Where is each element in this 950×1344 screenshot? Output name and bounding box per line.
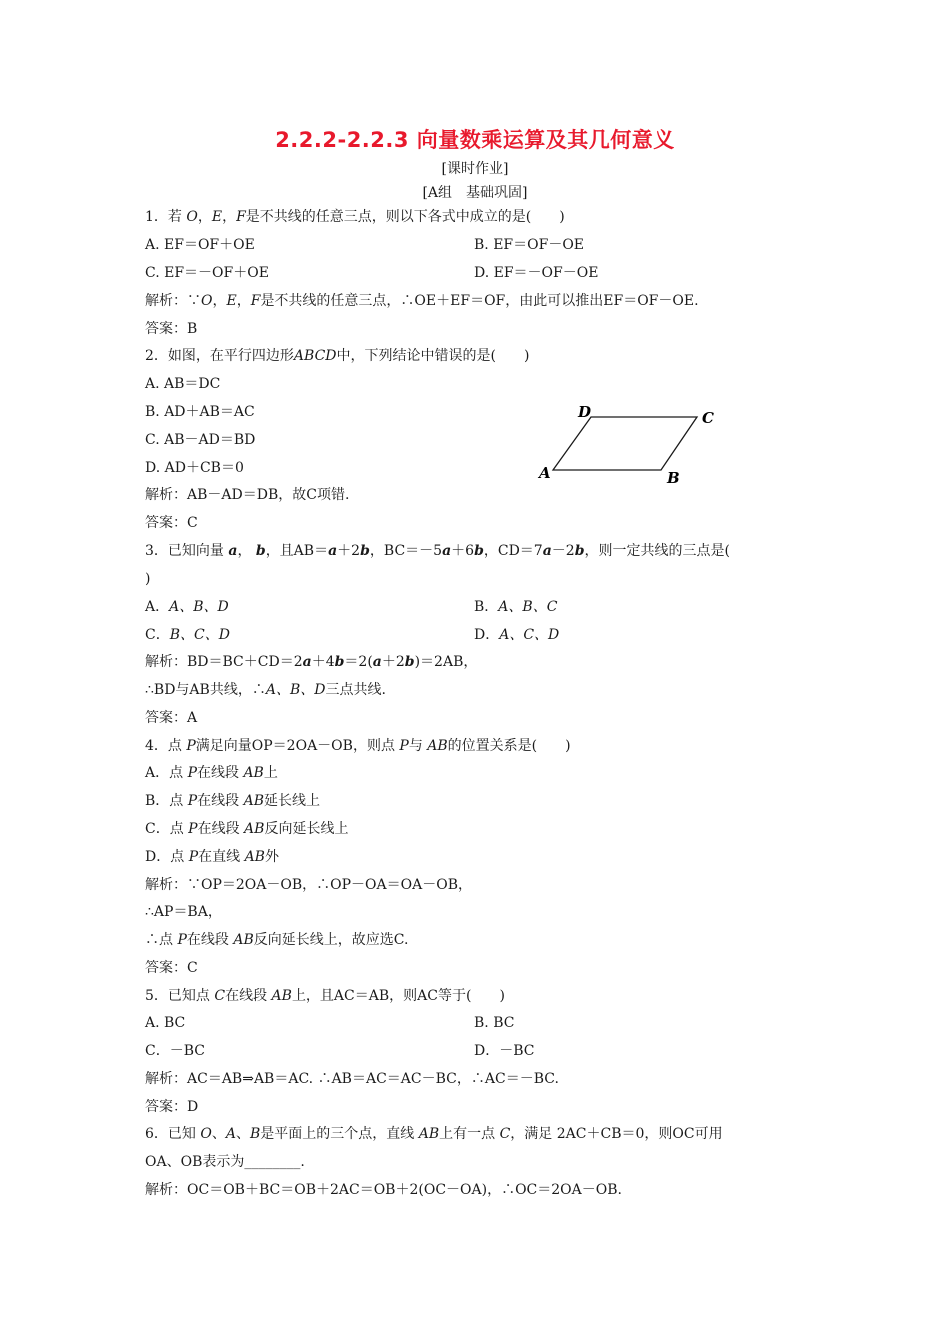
- group-label: [A组 基础巩固]: [422, 185, 528, 201]
- vertex-label-d: D: [578, 403, 592, 421]
- q2-option-a: A. AB＝DC: [145, 376, 221, 392]
- q3-option-d: D．A、C、D: [474, 627, 560, 643]
- q1-solution: 解析：∵O，E，F是不共线的任意三点，∴OE＋EF＝OF，由此可以推出EF＝OF－OE.: [145, 293, 699, 309]
- q4-stem: 4．点 P满足向量OP＝2OA－OB，则点 P与 AB的位置关系是( ): [145, 738, 571, 754]
- parallelogram-figure: [530, 396, 730, 488]
- q2-option-b: B. AD＋AB＝AC: [145, 404, 255, 420]
- page-title: 2.2.2-2.2.3 向量数乘运算及其几何意义: [275, 128, 675, 152]
- q5-option-d: D．－BC: [474, 1043, 535, 1059]
- q3-option-b: B．A、B、C: [474, 599, 558, 615]
- q6-solution: 解析：OC＝OB＋BC＝OB＋2AC＝OB＋2(OC－OA)，∴OC＝2OA－OB.: [145, 1182, 622, 1198]
- q4-option-a: A．点 P在线段 AB上: [145, 765, 278, 781]
- q1-option-c: C. EF＝－OF＋OE: [145, 265, 269, 281]
- q1-option-a: A. EF＝OF＋OE: [145, 237, 255, 253]
- q1-answer: 答案：B: [145, 321, 198, 337]
- q5-solution: 解析：AC＝AB⇒AB＝AC. ∴AB＝AC＝AC－BC，∴AC＝－BC.: [145, 1071, 559, 1087]
- q4-solution-line3: ∴点 P在线段 AB反向延长线上，故应选C.: [145, 932, 409, 948]
- q3-stem: 3．已知向量 a， b，且AB＝a＋2b，BC＝－5a＋6b，CD＝7a－2b，则一定共线的三点是(: [145, 543, 730, 559]
- q2-option-d: D. AD＋CB＝0: [145, 460, 244, 476]
- q1-option-b: B. EF＝OF－OE: [474, 237, 585, 253]
- q4-option-d: D．点 P在直线 AB外: [145, 849, 279, 865]
- vertex-label-b: B: [667, 469, 680, 487]
- q1-option-d: D. EF＝－OF－OE: [474, 265, 599, 281]
- q4-answer: 答案：C: [145, 960, 198, 976]
- q3-option-a: A．A、B、D: [145, 599, 229, 615]
- q2-answer: 答案：C: [145, 515, 198, 531]
- q3-solution-line1: 解析：BD＝BC＋CD＝2a＋4b＝2(a＋2b)＝2AB，: [145, 654, 478, 670]
- q5-answer: 答案：D: [145, 1099, 199, 1115]
- q4-option-b: B．点 P在线段 AB延长线上: [145, 793, 321, 809]
- q5-option-c: C．－BC: [145, 1043, 205, 1059]
- vertex-label-a: A: [539, 464, 551, 482]
- q3-stem-close: ): [145, 571, 151, 587]
- q2-solution: 解析：AB－AD＝DB，故C项错.: [145, 487, 350, 503]
- q5-stem: 5．已知点 C在线段 AB上，且AC＝AB，则AC等于( ): [145, 988, 505, 1004]
- q4-solution-line1: 解析：∵OP＝2OA－OB，∴OP－OA＝OA－OB，: [145, 877, 472, 893]
- q6-stem-line2: OA、OB表示为________.: [145, 1154, 305, 1170]
- q6-stem: 6．已知 O、A、B是平面上的三个点，直线 AB上有一点 C，满足 2AC＋CB＝0，则OC可用: [145, 1126, 723, 1142]
- q3-solution-line2: ∴BD与AB共线，∴A、B、D三点共线.: [145, 682, 386, 698]
- q4-option-c: C．点 P在线段 AB反向延长线上: [145, 821, 349, 837]
- q3-option-c: C．B、C、D: [145, 627, 230, 643]
- q3-answer: 答案：A: [145, 710, 198, 726]
- q2-stem: 2．如图，在平行四边形ABCD中，下列结论中错误的是( ): [145, 348, 530, 364]
- q2-option-c: C. AB－AD＝BD: [145, 432, 256, 448]
- vertex-label-c: C: [702, 409, 714, 427]
- parallelogram-shape: [553, 417, 697, 470]
- q4-solution-line2: ∴AP＝BA，: [145, 904, 222, 920]
- homework-label: [课时作业]: [441, 161, 509, 177]
- q5-option-a: A. BC: [145, 1015, 186, 1031]
- q1-stem: 1．若 O，E，F是不共线的任意三点，则以下各式中成立的是( ): [145, 209, 565, 225]
- q5-option-b: B. BC: [474, 1015, 515, 1031]
